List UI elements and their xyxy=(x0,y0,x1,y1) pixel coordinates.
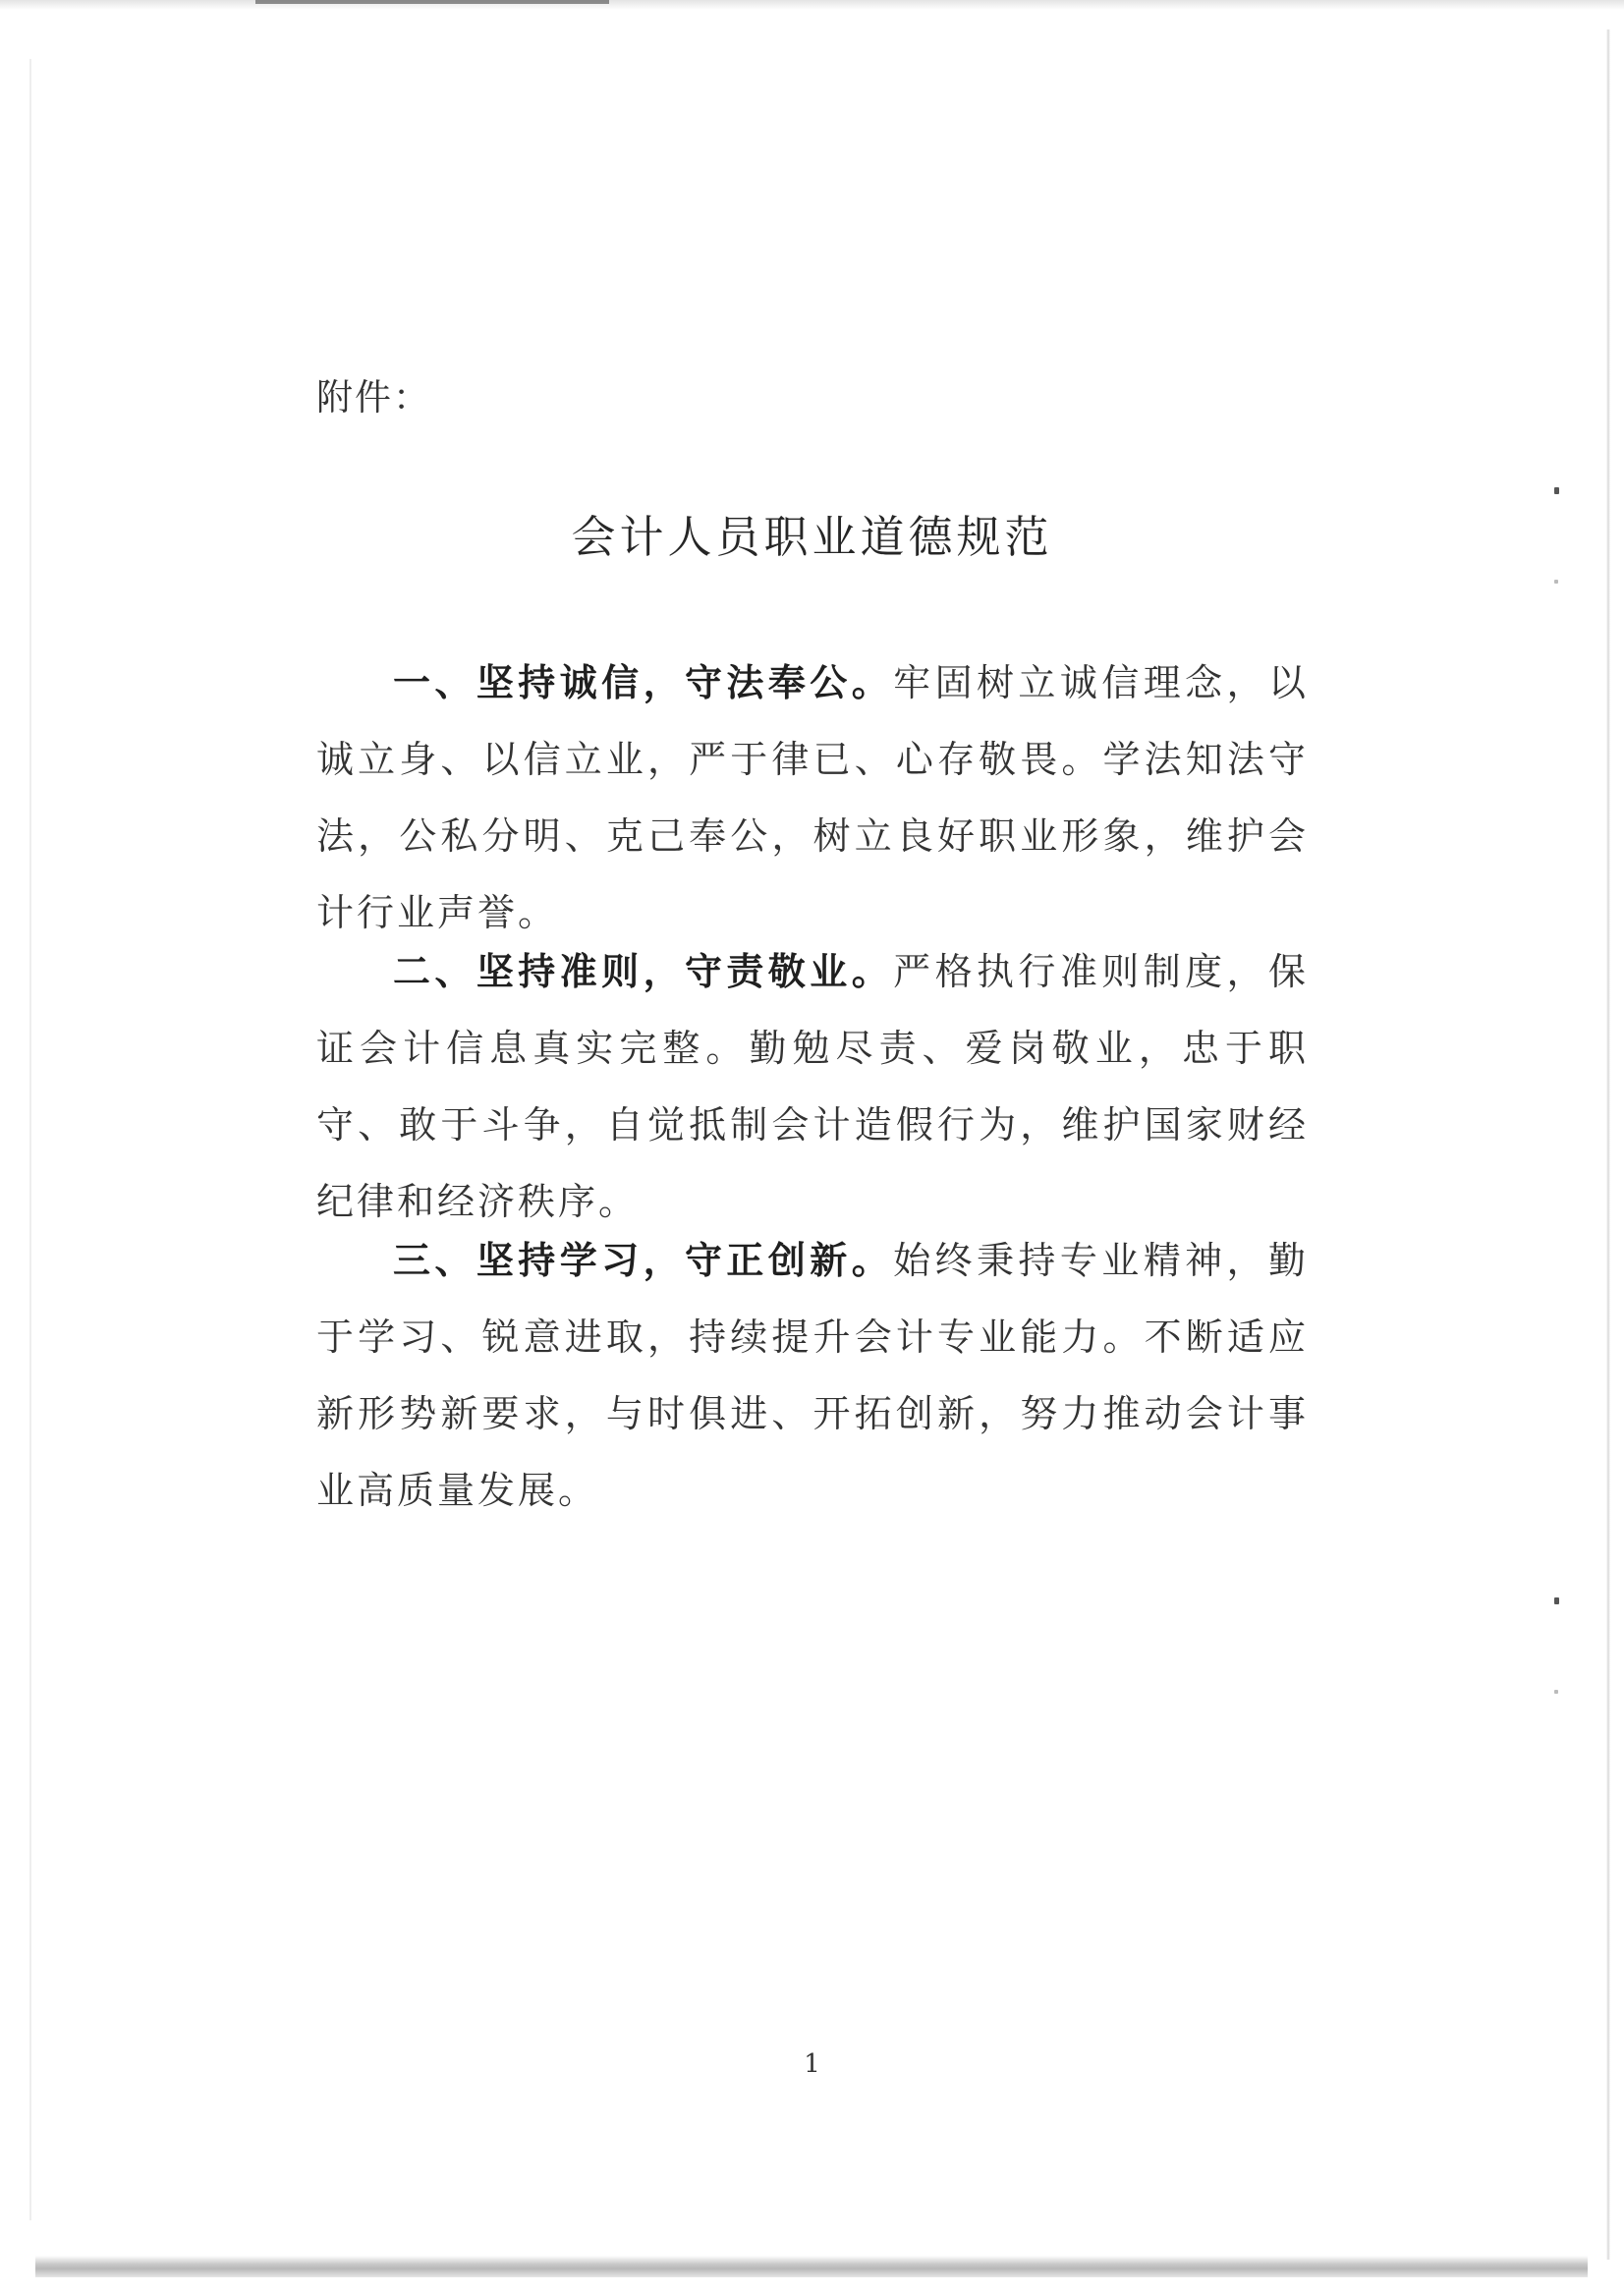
page-number: 1 xyxy=(804,2049,820,2079)
attachment-label: 附件： xyxy=(316,376,431,419)
scan-speck xyxy=(1554,487,1559,494)
scan-bottom-edge xyxy=(35,2256,1588,2277)
scan-speck xyxy=(1554,1690,1558,1694)
scan-top-bar xyxy=(255,0,609,4)
section-3 xyxy=(316,1222,1309,1529)
section-2-heading: 二、坚持准则，守责敬业。 xyxy=(393,950,894,993)
section-1 xyxy=(316,644,1309,951)
section-1-body: 牢固树立诚信理念，以诚立身、以信立业，严于律已、心存敬畏。学法知法守法，公私分明、克己奉公，树立良好职业形象，维护会计行业声誉。 xyxy=(316,661,1309,934)
document-title: 会计人员职业道德规范 xyxy=(571,511,1053,563)
scan-speck xyxy=(1554,580,1558,584)
section-2-body: 严格执行准则制度，保证会计信息真实完整。勤勉尽责、爱岗敬业，忠于职守、敢于斗争，自觉抵制会计造假行为，维护国家财经纪律和经济秩序。 xyxy=(316,950,1309,1223)
scan-top-edge xyxy=(0,0,1624,10)
section-2 xyxy=(316,933,1309,1240)
scan-speck xyxy=(1554,1597,1559,1604)
section-1-heading: 一、坚持诚信，守法奉公。 xyxy=(393,661,894,704)
scan-right-edge xyxy=(1606,29,1610,2260)
scan-left-edge xyxy=(29,59,31,2220)
section-3-heading: 三、坚持学习，守正创新。 xyxy=(393,1239,894,1282)
section-3-body: 始终秉持专业精神，勤于学习、锐意进取，持续提升会计专业能力。不断适应新形势新要求，与时俱进、开拓创新，努力推动会计事业高质量发展。 xyxy=(316,1239,1309,1512)
